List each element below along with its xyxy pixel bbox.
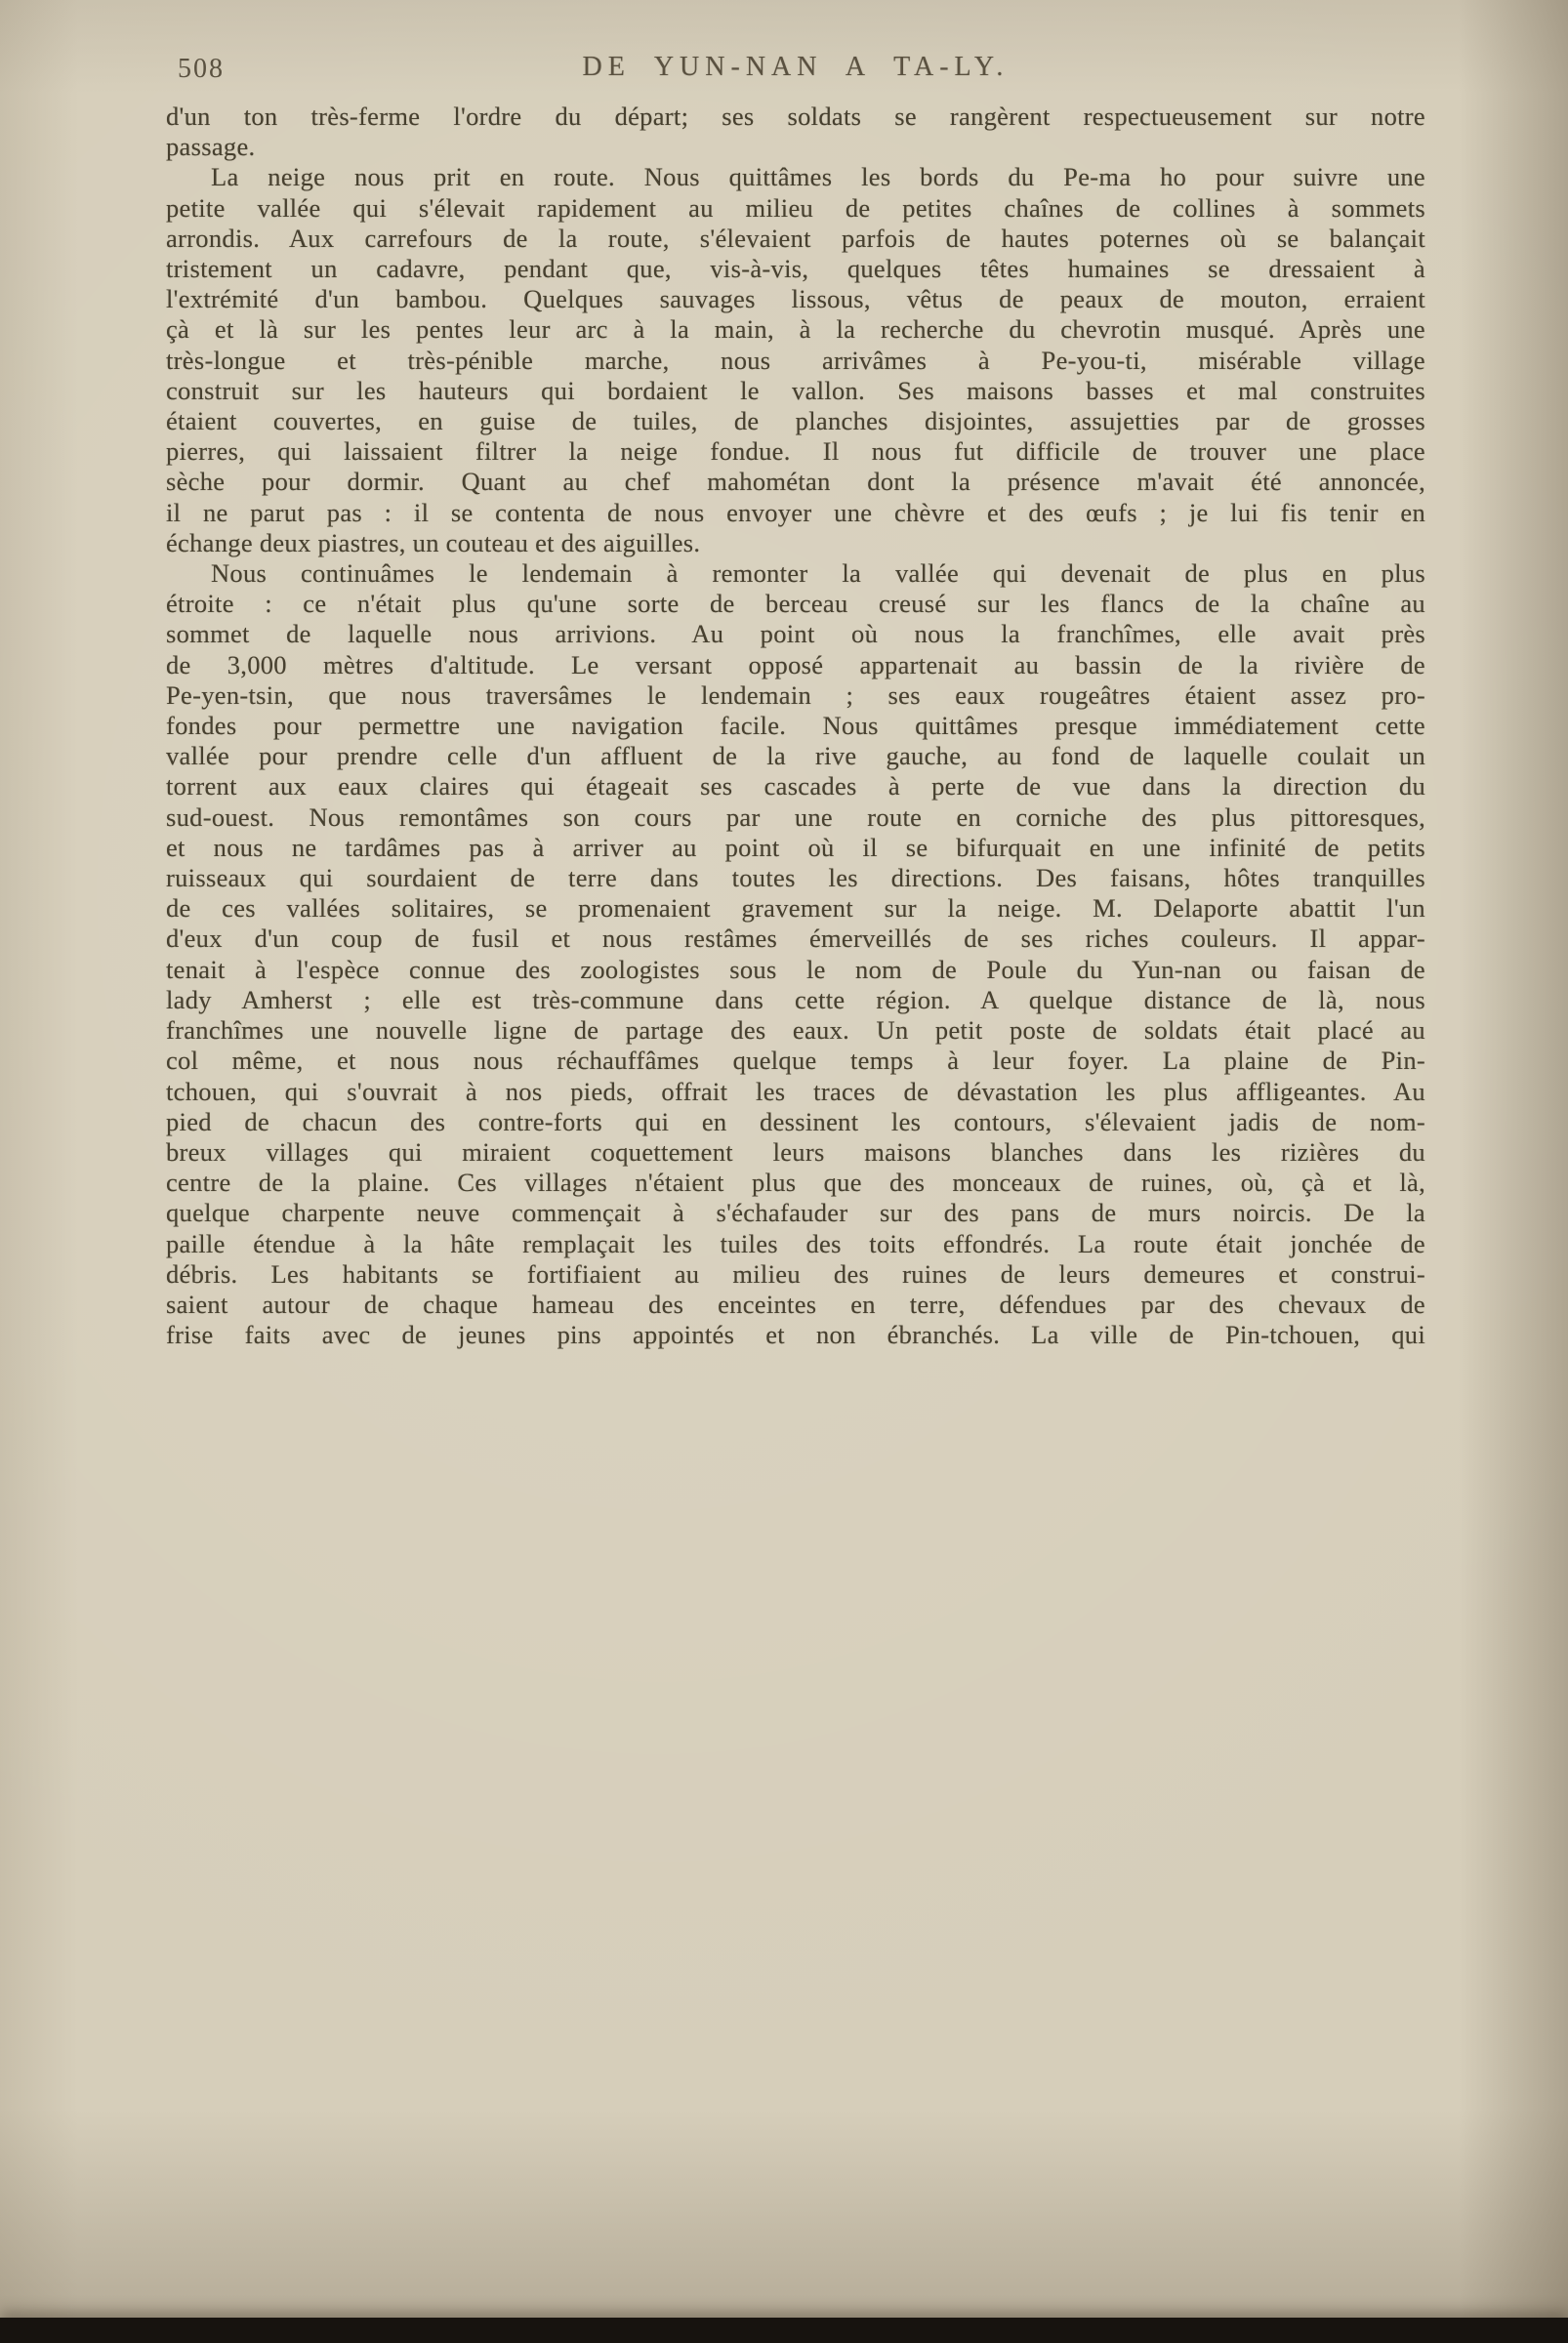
text-line: frise faits avec de jeunes pins appointés et non ébranchés. La ville de Pin-tchouen, qui	[166, 1320, 1425, 1350]
text-line: torrent aux eaux claires qui étageait ses cascades à perte de vue dans la direction du	[166, 771, 1425, 802]
text-line: de ces vallées solitaires, se promenaient gravement sur la neige. M. Delaporte abattit l'un	[166, 893, 1425, 924]
text-line: vallée pour prendre celle d'un affluent de la rive gauche, au fond de laquelle coulait un	[166, 741, 1425, 771]
text-line: échange deux piastres, un couteau et des aiguilles.	[166, 527, 701, 557]
text-line: paille étendue à la hâte remplaçait les tuiles des toits effondrés. La route était jonchée de	[166, 1228, 1425, 1258]
text-line: saient autour de chaque hameau des enceintes en terre, défendues par des chevaux de	[166, 1289, 1425, 1319]
text-line: franchîmes une nouvelle ligne de partage des eaux. Un petit poste de soldats était placé au	[166, 1015, 1425, 1046]
text-line: sud-ouest. Nous remontâmes son cours par une route en corniche des plus pittoresques,	[166, 802, 1425, 832]
paragraph	[166, 558, 1425, 1350]
text-line: centre de la plaine. Ces villages n'étaient plus que des monceaux de ruines, où, çà et là,	[166, 1168, 1425, 1198]
text-line: très-longue et très-pénible marche, nous arrivâmes à Pe-you-ti, misérable village	[166, 345, 1425, 375]
text-line: arrondis. Aux carrefours de la route, s'élevaient parfois de hautes poternes où se balançait	[166, 223, 1425, 253]
text-line: construit sur les hauteurs qui bordaient le vallon. Ses maisons basses et mal construites	[166, 375, 1425, 405]
text-line: lady Amherst ; elle est très-commune dans cette région. A quelque distance de là, nous	[166, 984, 1425, 1014]
text-line: çà et là sur les pentes leur arc à la main, à la recherche du chevrotin musqué. Après une	[166, 314, 1425, 345]
text-line: La neige nous prit en route. Nous quittâmes les bords du Pe-ma ho pour suivre une	[211, 162, 1425, 192]
text-line: d'eux d'un coup de fusil et nous restâmes émerveillés de ses riches couleurs. Il appar-	[166, 924, 1425, 954]
text-line: et nous ne tardâmes pas à arriver au point où il se bifurquait en une infinité de petits	[166, 832, 1425, 862]
text-line: il ne parut pas : il se contenta de nous envoyer une chèvre et des œufs ; je lui fis tenir en	[166, 497, 1425, 527]
text-line: quelque charpente neuve commençait à s'échafauder sur des pans de murs noircis. De la	[166, 1198, 1425, 1228]
running-title: DE YUN-NAN A TA-LY.	[582, 52, 1010, 82]
text-line: l'extrémité d'un bambou. Quelques sauvages lissous, vêtus de peaux de mouton, erraient	[166, 284, 1425, 314]
text-line: sommet de laquelle nous arrivions. Au point où nous la franchîmes, elle avait près	[166, 619, 1425, 649]
page-header	[166, 49, 1425, 90]
text-line: Pe-yen-tsin, que nous traversâmes le lendemain ; ses eaux rougeâtres étaient assez pro-	[166, 679, 1425, 710]
text-line: passage.	[166, 132, 256, 162]
text-line: ruisseaux qui sourdaient de terre dans toutes les directions. Des faisans, hôtes tranquilles	[166, 863, 1425, 893]
text-line: tristement un cadavre, pendant que, vis-à-vis, quelques têtes humaines se dressaient à	[166, 254, 1425, 284]
text-line: col même, et nous nous réchauffâmes quelque temps à leur foyer. La plaine de Pin-	[166, 1046, 1425, 1076]
text-line: sèche pour dormir. Quant au chef mahométan dont la présence m'avait été annoncée,	[166, 467, 1425, 497]
text-line: fondes pour permettre une navigation facile. Nous quittâmes presque immédiatement cette	[166, 711, 1425, 741]
text-line: pied de chacun des contre-forts qui en dessinent les contours, s'élevaient jadis de nom-	[166, 1106, 1425, 1136]
text-line: Nous continuâmes le lendemain à remonter la vallée qui devenait de plus en plus	[211, 558, 1425, 589]
text-line: étaient couvertes, en guise de tuiles, de planches disjointes, assujetties par de grosses	[166, 406, 1425, 436]
text-line: breux villages qui miraient coquettement leurs maisons blanches dans les rizières du	[166, 1136, 1425, 1167]
text-line: étroite : ce n'était plus qu'une sorte de berceau creusé sur les flancs de la chaîne au	[166, 589, 1425, 619]
paragraph	[166, 102, 1425, 162]
text-line: petite vallée qui s'élevait rapidement au milieu de petites chaînes de collines à sommets	[166, 192, 1425, 223]
text-line: tenait à l'espèce connue des zoologistes sous le nom de Poule du Yun-nan ou faisan de	[166, 954, 1425, 984]
page-number: 508	[178, 54, 225, 84]
text-line: pierres, qui laissaient filtrer la neige fondue. Il nous fut difficile de trouver une place	[166, 436, 1425, 467]
text-line: de 3,000 mètres d'altitude. Le versant opposé appartenait au bassin de la rivière de	[166, 649, 1425, 679]
text-line: débris. Les habitants se fortifiaient au milieu des ruines de leurs demeures et construi-	[166, 1258, 1425, 1289]
page-body	[166, 102, 1425, 1350]
scan-bottom-edge	[0, 2318, 1568, 2343]
paragraph	[166, 162, 1425, 558]
text-line: d'un ton très-ferme l'ordre du départ; ses soldats se rangèrent respectueusement sur notre	[166, 102, 1425, 131]
text-line: tchouen, qui s'ouvrait à nos pieds, offrait les traces de dévastation les plus affligeantes. Au	[166, 1076, 1425, 1106]
